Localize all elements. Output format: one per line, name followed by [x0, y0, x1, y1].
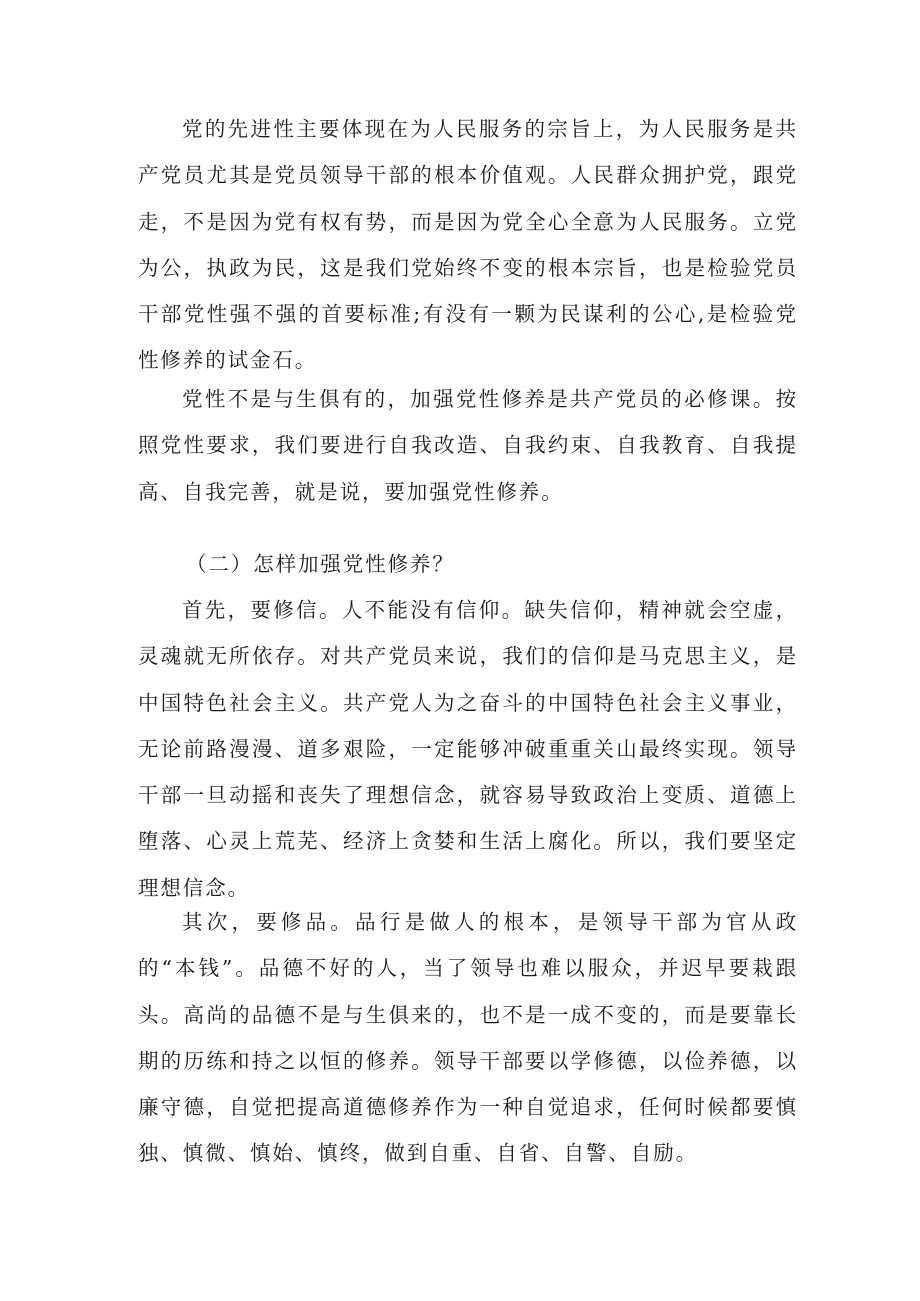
paragraph-belief: 首先，要修信。人不能没有信仰。缺失信仰，精神就会空虚，灵魂就无所依存。对共产党员来说，我们的信仰是马克思主义，是中国特色社会主义。共产党人为之奋斗的中国特色社会主义事业，无论前路漫漫、道多艰险，一定能够冲破重重关山最终实现。领导干部一旦动摇和丧失了理想信念，就容易导致政治上变质、道德上堕落、心灵上荒芜、经济上贪婪和生活上腐化。所以，我们要坚定理想信念。: [138, 598, 798, 900]
paragraph-purpose: 党的先进性主要体现在为人民服务的宗旨上，为人民服务是共产党员尤其是党员领导干部的根本价值观。人民群众拥护党，跟党走，不是因为党有权有势，而是因为党全心全意为人民服务。立党为公，执政为民，这是我们党始终不变的根本宗旨，也是检验党员干部党性强不强的首要标准;有没有一颗为民谋利的公心,是检验党性修养的试金石。: [138, 117, 798, 373]
paragraph-cultivation: 党性不是与生俱有的，加强党性修养是共产党员的必修课。按照党性要求，我们要进行自我改造、自我约束、自我教育、自我提高、自我完善，就是说，要加强党性修养。: [138, 387, 798, 504]
paragraph-character: 其次，要修品。品行是做人的根本，是领导干部为官从政的“本钱”。品德不好的人，当了领导也难以服众，并迟早要栽跟头。高尚的品德不是与生俱来的，也不是一成不变的，而是要靠长期的历练和持之以恒的修养。领导干部要以学修德，以俭养德，以廉守德，自觉把提高道德修养作为一种自觉追求，任何时候都要慎独、慎微、慎始、慎终，做到自重、自省、自警、自励。: [138, 910, 798, 1166]
section-heading: （二）怎样加强党性修养？: [186, 552, 455, 576]
